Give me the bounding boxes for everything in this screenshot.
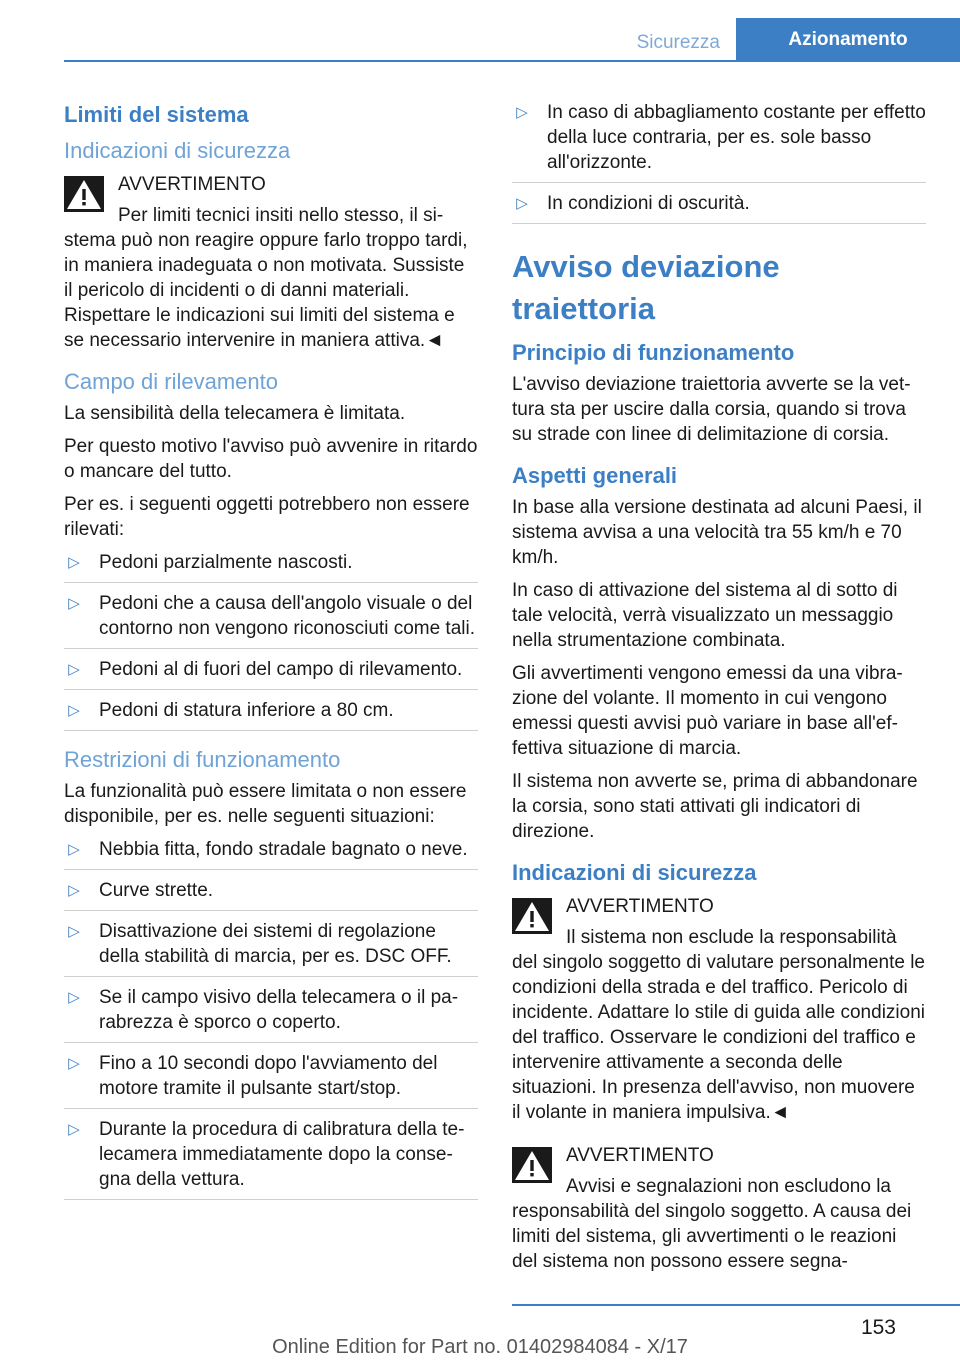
section-title-limits: Limiti del sistema (64, 102, 249, 127)
triangle-bullet-icon: ▷ (516, 195, 528, 212)
warning-title: AVVERTIMENTO (118, 174, 266, 195)
list-item-text: Nebbia fitta, fondo stradale bagnato o neve. (99, 839, 468, 860)
bullet-list-range (64, 550, 478, 731)
triangle-bullet-icon: ▷ (68, 882, 80, 899)
list-item-text: Durante la procedura di calibratura della telecamera immediatamente dopo la consegna della vettura. (99, 1119, 465, 1190)
warning-text: Il sistema non esclude la responsabilità del singolo soggetto di valutare personalmente le condizioni della strada e del traffico. Pericolo di incidente. Adattare lo stile di guida alle condizioni del traffico. Osservare le condizioni del traffico e intervenire attivamente a seconda delle situazioni. In presenza dell'avviso, non muovere il volante in maniera impulsiva.◄ (512, 927, 925, 1123)
list-item (64, 591, 478, 649)
list-item-text: Pedoni di statura inferiore a 80 cm. (99, 700, 394, 721)
subheading-detection-range: Campo di rilevamento (64, 369, 278, 394)
triangle-bullet-icon: ▷ (68, 661, 80, 678)
triangle-bullet-icon: ▷ (68, 702, 80, 719)
header-chapter-tab: Azionamento (736, 18, 960, 62)
header-rule (64, 60, 960, 62)
triangle-bullet-icon: ▷ (68, 1121, 80, 1138)
list-item (512, 100, 926, 183)
header-section-label: Sicurezza (636, 32, 720, 53)
list-item (512, 191, 926, 224)
list-item-text: Pedoni parzialmente nascosti. (99, 552, 353, 573)
subheading-general: Aspetti generali (512, 463, 678, 488)
footer-rule (512, 1304, 960, 1306)
paragraph: La funzionalità può essere limitata o non essere disponibile, per es. nelle seguenti situazioni: (64, 781, 467, 827)
list-item (64, 985, 478, 1043)
triangle-bullet-icon: ▷ (68, 554, 80, 571)
list-item (64, 550, 478, 583)
triangle-bullet-icon: ▷ (516, 104, 528, 121)
left-column (64, 100, 478, 1208)
list-item-text: Disattivazione dei sistemi di regolazione della stabilità di marcia, per es. DSC OFF. (99, 921, 452, 967)
warning-triangle-icon (512, 898, 552, 934)
warning-title: AVVERTIMENTO (566, 1145, 714, 1166)
list-item-text: Curve strette. (99, 880, 214, 901)
triangle-bullet-icon: ▷ (68, 923, 80, 940)
list-item (64, 919, 478, 977)
list-item (64, 837, 478, 870)
right-column (512, 100, 926, 1284)
list-item-text: In caso di abbagliamento costante per effetto della luce contraria, per es. sole basso all'orizzonte. (547, 102, 926, 173)
bullet-list-restrictions (64, 837, 478, 1200)
subheading-safety: Indicazioni di sicurezza (512, 860, 757, 885)
subheading-safety: Indicazioni di sicurezza (64, 138, 291, 163)
triangle-bullet-icon: ▷ (68, 1055, 80, 1072)
triangle-bullet-icon: ▷ (68, 989, 80, 1006)
warning-box (512, 894, 926, 1125)
paragraph: Per questo motivo l'avviso può avvenire in ritardo o mancare del tutto. (64, 436, 478, 482)
warning-box (512, 1143, 926, 1274)
list-item-text: Pedoni al di fuori del campo di rilevamento. (99, 659, 463, 680)
paragraph: Il sistema non avverte se, prima di abbandonare la corsia, sono stati attivati gli indicatori di direzione. (512, 771, 918, 842)
list-item (64, 1051, 478, 1109)
warning-text: Per limiti tecnici insiti nello stesso, il sistema può non reagire oppure farlo troppo tardi, in maniera inadeguata o non motivata. Sussiste il pericolo di incidenti o di danni materiali. Rispettare le indicazioni sui limiti del sistema e se necessario intervenire in maniera attiva.◄ (64, 205, 468, 351)
list-item-text: Se il campo visivo della telecamera o il parabrezza è sporco o coperto. (99, 987, 459, 1033)
paragraph: Gli avvertimenti vengono emessi da una vibrazione del volante. Il momento in cui vengono emessi questi avvisi può variare in base all'effettiva situazione di marcia. (512, 663, 903, 759)
list-item (64, 878, 478, 911)
list-item (64, 698, 478, 731)
warning-text: Avvisi e segnalazioni non escludono la responsabilità del singolo soggetto. A causa dei limiti del sistema, gli avvertimenti o le reazioni del sistema non possono essere segna- (512, 1176, 912, 1272)
paragraph: La sensibilità della telecamera è limitata. (64, 403, 406, 424)
triangle-bullet-icon: ▷ (68, 595, 80, 612)
paragraph: In base alla versione destinata ad alcuni Paesi, il sistema avvisa a una velocità tra 55 km/h e 70 km/h. (512, 497, 922, 568)
list-item-text: In condizioni di oscurità. (547, 193, 750, 214)
warning-title: AVVERTIMENTO (566, 896, 714, 917)
paragraph: L'avviso deviazione traiettoria avverte se la vettura sta per uscire dalla corsia, quando si trova su strade con linee di delimitazione di corsia. (512, 374, 911, 445)
triangle-bullet-icon: ▷ (68, 841, 80, 858)
warning-triangle-icon (64, 176, 104, 212)
list-item (64, 657, 478, 690)
edition-note: Online Edition for Part no. 01402984084 - X/17 (272, 1336, 688, 1358)
subheading-restrictions: Restrizioni di funzionamento (64, 747, 341, 772)
paragraph: In caso di attivazione del sistema al di sotto di tale velocità, verrà visualizzato un messaggio nella strumentazione combinata. (512, 580, 898, 651)
chapter-title-lane-departure: Avviso deviazione traiettoria (512, 249, 780, 326)
paragraph: Per es. i seguenti oggetti potrebbero non essere rilevati: (64, 494, 470, 540)
subheading-principle: Principio di funzionamento (512, 340, 795, 365)
list-item-text: Fino a 10 secondi dopo l'avviamento del motore tramite il pulsante start/stop. (99, 1053, 438, 1099)
list-item-text: Pedoni che a causa dell'angolo visuale o del contorno non vengono riconosciuti come tali. (99, 593, 476, 639)
page-number: 153 (860, 1316, 896, 1339)
bullet-list-continued (512, 100, 926, 224)
warning-triangle-icon (512, 1147, 552, 1183)
list-item (64, 1117, 478, 1200)
warning-box (64, 172, 478, 353)
